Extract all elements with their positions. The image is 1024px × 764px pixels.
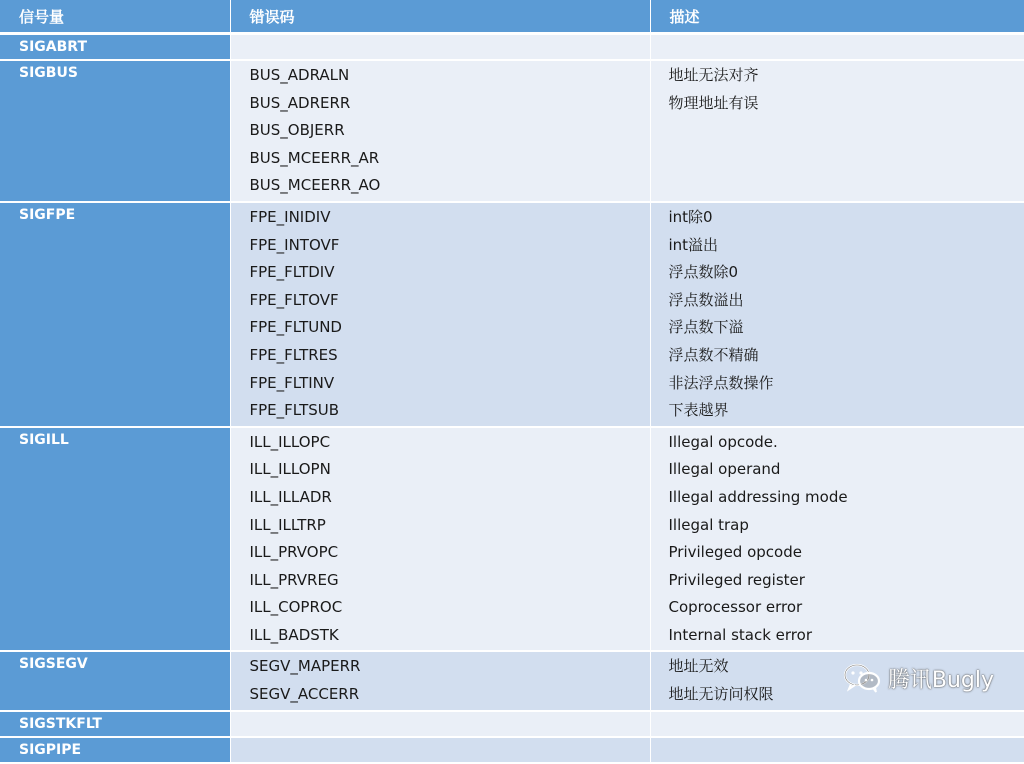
error-code: FPE_FLTSUB	[231, 398, 650, 426]
signal-cell	[0, 34, 230, 61]
error-code: ILL_ILLOPC	[231, 430, 650, 458]
error-codes-cell	[230, 427, 650, 652]
description-text: 浮点数不精确	[651, 343, 1024, 371]
error-codes-cell	[230, 711, 650, 737]
signal-name: SIGPIPE	[19, 738, 230, 762]
description-text: 地址无访问权限	[651, 682, 1024, 710]
signal-cell	[0, 427, 230, 652]
signal-cell	[0, 711, 230, 737]
error-code: FPE_INTOVF	[231, 233, 650, 261]
error-code: FPE_FLTRES	[231, 343, 650, 371]
error-code: FPE_FLTDIV	[231, 260, 650, 288]
table-row	[0, 60, 1024, 202]
signal-name: SIGILL	[19, 428, 230, 452]
description-text: Privileged opcode	[651, 540, 1024, 568]
table-row	[0, 427, 1024, 652]
signal-name: SIGSEGV	[19, 652, 230, 676]
error-code: SEGV_MAPERR	[231, 654, 650, 682]
error-code: ILL_ILLOPN	[231, 457, 650, 485]
error-code: ILL_BADSTK	[231, 623, 650, 651]
table-row	[0, 711, 1024, 737]
error-code: FPE_FLTINV	[231, 371, 650, 399]
header-signal: 信号量	[0, 0, 230, 34]
signal-name: SIGABRT	[19, 35, 230, 59]
signal-cell	[0, 651, 230, 710]
description-text: 浮点数除0	[651, 260, 1024, 288]
signal-cell	[0, 202, 230, 427]
watermark-text: 腾讯Bugly	[888, 663, 994, 694]
description-text: 浮点数溢出	[651, 288, 1024, 316]
description-text: 物理地址有误	[651, 91, 1024, 119]
signal-name: SIGSTKFLT	[19, 712, 230, 736]
error-code: ILL_ILLTRP	[231, 513, 650, 541]
description-text: 地址无效	[651, 654, 1024, 682]
header-description: 描述	[650, 0, 1024, 34]
error-code: BUS_OBJERR	[231, 118, 650, 146]
error-codes-cell	[230, 34, 650, 61]
signal-name: SIGBUS	[19, 61, 230, 85]
error-code: FPE_FLTUND	[231, 315, 650, 343]
table-row	[0, 202, 1024, 427]
description-text: Illegal opcode.	[651, 430, 1024, 458]
watermark	[842, 662, 994, 694]
descriptions-cell	[650, 427, 1024, 652]
descriptions-cell	[650, 34, 1024, 61]
error-code: ILL_PRVREG	[231, 568, 650, 596]
descriptions-cell	[650, 60, 1024, 202]
description-text: 非法浮点数操作	[651, 371, 1024, 399]
error-code: BUS_MCEERR_AR	[231, 146, 650, 174]
header-error-code: 错误码	[230, 0, 650, 34]
description-text: Internal stack error	[651, 623, 1024, 651]
description-text: 浮点数下溢	[651, 315, 1024, 343]
error-codes-cell	[230, 60, 650, 202]
error-codes-cell	[230, 202, 650, 427]
wechat-icon	[842, 662, 882, 694]
error-code: ILL_COPROC	[231, 595, 650, 623]
error-code: FPE_INIDIV	[231, 205, 650, 233]
error-code: BUS_MCEERR_AO	[231, 173, 650, 201]
description-text: int溢出	[651, 233, 1024, 261]
description-text: Privileged register	[651, 568, 1024, 596]
descriptions-cell	[650, 202, 1024, 427]
description-text: 下表越界	[651, 398, 1024, 426]
signal-cell	[0, 737, 230, 763]
header-row	[0, 0, 1024, 34]
error-code: ILL_PRVOPC	[231, 540, 650, 568]
error-code: BUS_ADRALN	[231, 63, 650, 91]
description-text: 地址无法对齐	[651, 63, 1024, 91]
signal-cell	[0, 60, 230, 202]
description-text: Illegal operand	[651, 457, 1024, 485]
table-row	[0, 34, 1024, 61]
table-header	[0, 0, 1024, 34]
signal-name: SIGFPE	[19, 203, 230, 227]
description-text: Illegal addressing mode	[651, 485, 1024, 513]
error-code: SEGV_ACCERR	[231, 682, 650, 710]
error-code: BUS_ADRERR	[231, 91, 650, 119]
error-codes-cell	[230, 651, 650, 710]
error-code: ILL_ILLADR	[231, 485, 650, 513]
description-text: Coprocessor error	[651, 595, 1024, 623]
descriptions-cell	[650, 711, 1024, 737]
descriptions-cell	[650, 737, 1024, 763]
error-codes-cell	[230, 737, 650, 763]
description-text: Illegal trap	[651, 513, 1024, 541]
error-code: FPE_FLTOVF	[231, 288, 650, 316]
table-body	[0, 34, 1024, 763]
description-text: int除0	[651, 205, 1024, 233]
table-row	[0, 737, 1024, 763]
